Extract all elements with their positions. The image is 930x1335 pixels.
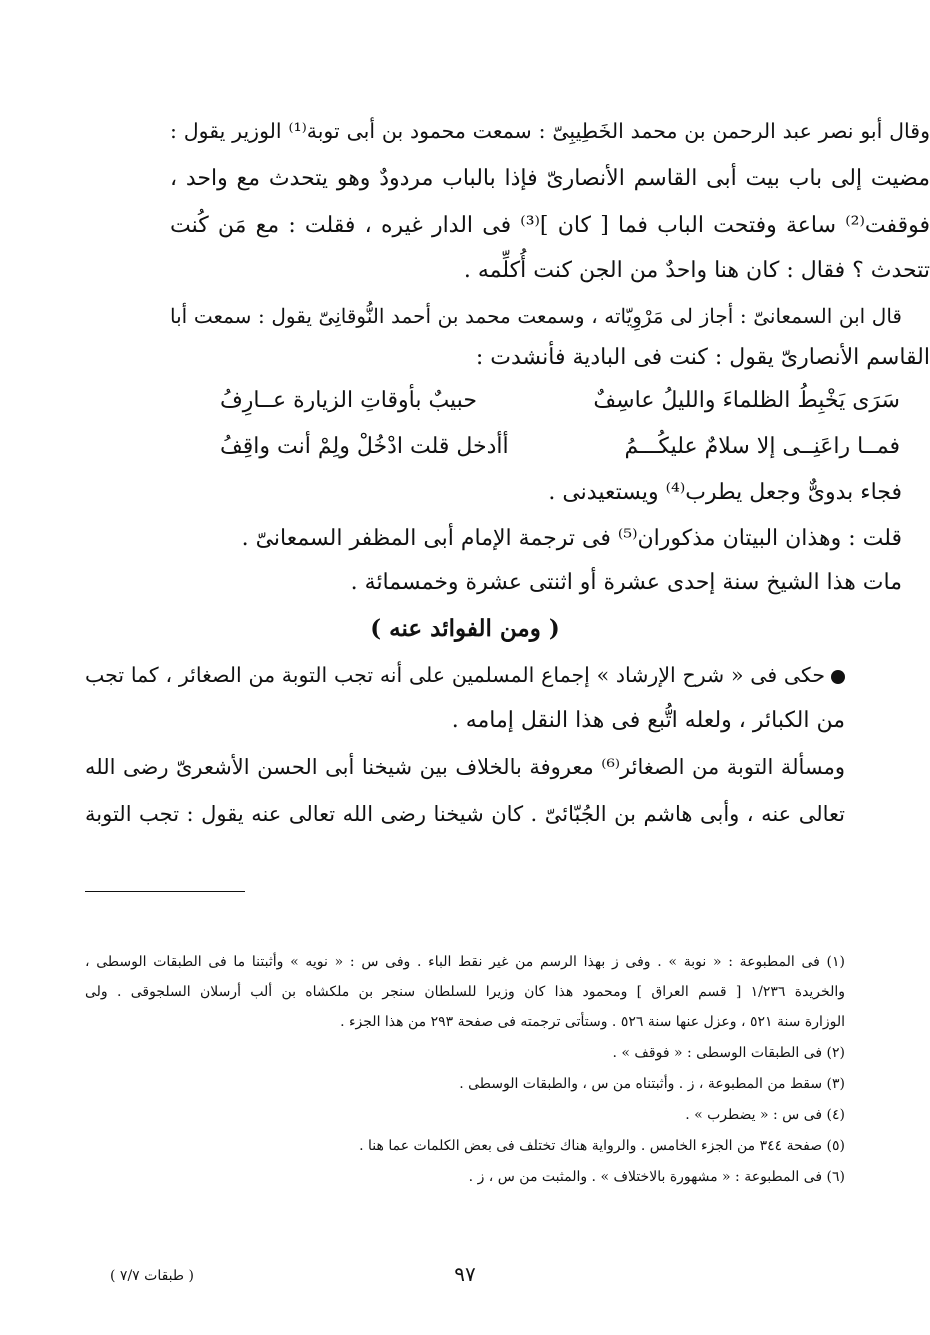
- body-line-2: مضيت إلى باب بيت أبى القاسم الأنصارىّ فإذا بالباب مردودٌ وهو يتحدث مع واحد ،: [170, 166, 930, 191]
- body-line-4: تتحدث ؟ فقال : كان هنا واحدٌ من الجن كنت أُكلِّمه .: [463, 258, 930, 283]
- footnote-line: والخريدة ١/٢٣٦ [ قسم العراق ] ومحمود هذا كان وزيرا للسلطان سنجر بن ملكشاه بن ألب أرسلان السلجوقى . ولى: [85, 984, 845, 1000]
- footnote-line: (٦) فى المطبوعة : « مشهورة بالاختلاف » . والمثبت من س ، ز .: [468, 1169, 845, 1185]
- signature-mark: ( طبقات ٧/٧ ): [110, 1268, 194, 1284]
- poem-hemistich-first: سَرَى يَخْبِطُ الظلماءَ والليلُ عاسِفٌ: [593, 388, 900, 413]
- body-line-8: قلت : وهذان البيتان مذكوران⁽⁵⁾ فى ترجمة الإمام أبى المظفر السمعانىّ .: [241, 526, 902, 551]
- body-line-5: قال ابن السمعانىّ : أجاز لى مَرْوِيّاته ، وسمعت محمد بن أحمد النُّوقانِىّ يقول : سمعت أبا: [170, 304, 902, 328]
- footnote-divider: [85, 891, 245, 892]
- poem-hemistich-second: أأدخل قلت ادْخُلْ ولِمْ أنت واقِفُ: [220, 434, 509, 459]
- poem-verse: [200, 430, 900, 464]
- benefit-text: حكى فى « شرح الإرشاد » إجماع المسلمين على أنه تجب التوبة من الصغائر ، كما تجب: [85, 663, 825, 687]
- body-line-10: [85, 660, 845, 690]
- body-line-13: تعالى عنه ، وأبى هاشم بن الجُبّائىّ . كان شيخنا رضى الله تعالى عنه يقول : تجب التوبة: [85, 802, 845, 826]
- footnote-line: (٣) سقط من المطبوعة ، ز . وأثبتناه من س ، والطبقات الوسطى .: [459, 1076, 845, 1092]
- footnote-line: الوزارة سنة ٥٢١ ، وعزل عنها سنة ٥٢٦ . وستأتى ترجمته فى صفحة ٢٩٣ من هذا الجزء .: [340, 1014, 845, 1030]
- bullet-icon: [831, 670, 845, 684]
- body-line-12: ومسألة التوبة من الصغائر⁽⁶⁾ معروفة بالخلاف بين شيخنا أبى الحسن الأشعرىّ رضى الله: [85, 755, 846, 779]
- body-line-7: فجاء بدوىٌّ وجعل يطرب⁽⁴⁾ ويستعيدنى .: [548, 480, 902, 505]
- poem-verse: [200, 384, 900, 418]
- body-line-11: من الكبائر ، ولعله اتُّبع فى هذا النقل إمامه .: [451, 708, 845, 733]
- footnote-line: (٢) فى الطبقات الوسطى : « فوقف » .: [612, 1045, 845, 1061]
- body-line-1: وقال أبو نصر عبد الرحمن بن محمد الخَطِيبِىّ : سمعت محمود بن أبى توبة⁽¹⁾ الوزير يقول :: [170, 119, 930, 143]
- body-line-6: القاسم الأنصارىّ يقول : كنت فى البادية فأنشدت :: [475, 345, 930, 370]
- footnote-line: (٥) صفحة ٣٤٤ من الجزء الخامس . والرواية هناك تختلف فى بعض الكلمات عما هنا .: [359, 1138, 845, 1154]
- page-number: ٩٧: [454, 1262, 476, 1286]
- section-heading: ( ومن الفوائد عنه ): [370, 615, 560, 642]
- poem-hemistich-second: حبيبٌ بأوقاتِ الزيارة عــارِفُ: [220, 388, 477, 413]
- footnote-line: (٤) فى س : « يضطرب » .: [685, 1107, 845, 1123]
- body-line-3: فوقفت⁽²⁾ ساعة وفتحت الباب فما [ كان ]⁽³⁾ فى الدار غيره ، فقلت : مع مَن كُنت: [170, 213, 930, 238]
- poem-hemistich-first: فمــا راعَنِــى إلا سلامٌ عليكُـــمُ: [624, 434, 900, 459]
- footnote-line: (١) فى المطبوعة : « نوبة » . وفى ز بهذا الرسم من غير نقط الباء . وفى س : « نويه » وأثبتنا ما فى الطبقات الوسطى ،: [85, 954, 845, 970]
- body-line-9: مات هذا الشيخ سنة إحدى عشرة أو اثنتى عشرة وخمسمائة .: [350, 570, 902, 595]
